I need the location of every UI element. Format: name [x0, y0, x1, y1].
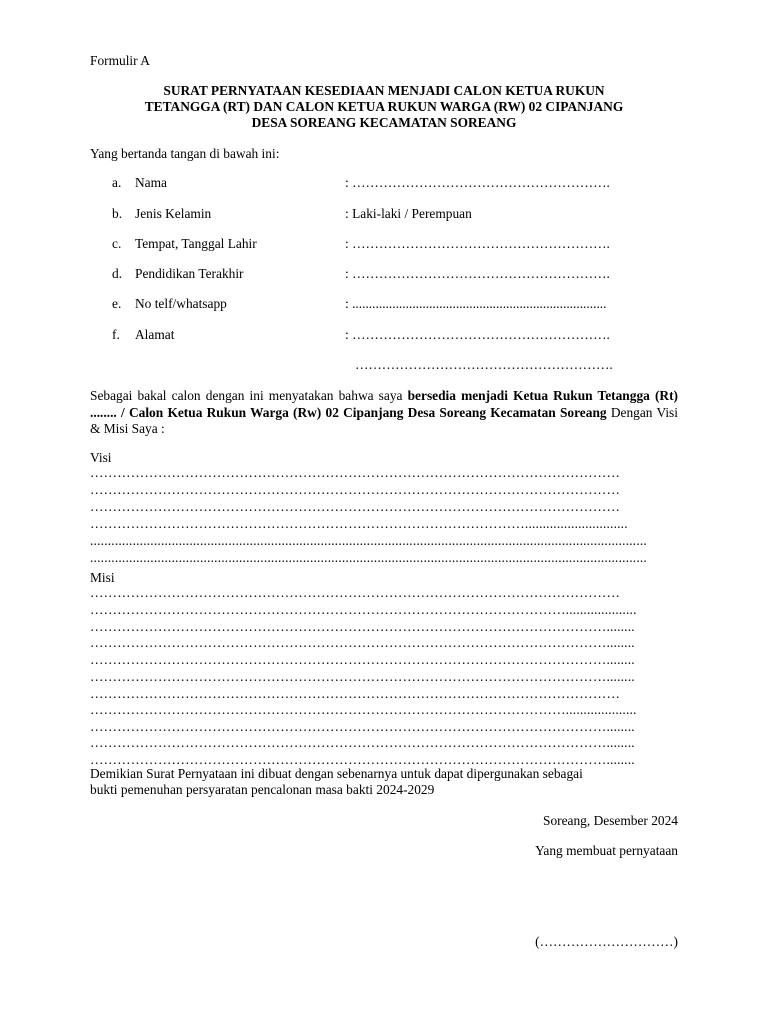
statement-text-end: Dengan Visi & Misi Saya :	[90, 404, 678, 436]
field-letter: d.	[112, 266, 123, 281]
place-date: Soreang, Desember 2024	[543, 813, 678, 828]
visi-line: …………………………………………………………………………………….............................	[90, 516, 628, 531]
field-tempat-tanggal-lahir	[90, 235, 678, 253]
misi-line: ……………………………………………………………………………………………………........	[90, 652, 635, 667]
field-label: Pendidikan Terakhir	[135, 266, 244, 281]
form-label: Formulir A	[90, 53, 150, 68]
field-pendidikan-terakhir	[90, 265, 678, 283]
misi-line: ……………………………………………………………………………………………………........	[90, 619, 635, 634]
visi-line: .............................................................................................................................................................	[90, 550, 647, 565]
intro-text: Yang bertanda tangan di bawah ini:	[90, 146, 280, 161]
field-jenis-kelamin	[90, 205, 678, 223]
visi-line: .............................................................................................................................................................	[90, 533, 647, 548]
misi-line: ………………………………………………………………………………………………………	[90, 585, 621, 600]
field-letter: e.	[112, 296, 122, 311]
field-letter: f.	[112, 327, 120, 342]
misi-line: ……………………………………………………………………………………………………........	[90, 719, 635, 734]
signature-caption: Yang membuat pernyataan	[535, 843, 678, 858]
misi-line: ……………………………………………………………………………………………………........	[90, 635, 635, 650]
field-value: : ………………………………………………….	[345, 175, 610, 190]
field-label: Nama	[135, 175, 167, 190]
closing-paragraph	[90, 766, 678, 798]
closing-line-1: Demikian Surat Pernyataan ini dibuat dengan sebenarnya untuk dapat dipergunakan sebagai	[90, 766, 583, 781]
visi-label: Visi	[90, 450, 112, 465]
field-label: Alamat	[135, 327, 175, 342]
misi-line: ……………………………………………………………………………………………………........	[90, 669, 635, 684]
misi-label: Misi	[90, 570, 115, 585]
field-label: Tempat, Tanggal Lahir	[135, 236, 257, 251]
field-value: : ............................................................................	[345, 296, 607, 311]
closing-line-2: bukti pemenuhan persyaratan pencalonan masa bakti 2024-2029	[90, 782, 435, 797]
statement-text: Sebagai bakal calon dengan ini menyatakan bahwa saya	[90, 388, 408, 403]
visi-line: ………………………………………………………………………………………………………	[90, 465, 621, 480]
field-value: : ………………………………………………….	[345, 266, 610, 281]
misi-line: ……………………………………………………………………………………………....................	[90, 602, 637, 617]
address-continuation: ………………………………………………….	[355, 357, 613, 372]
field-no-whatsapp	[90, 295, 678, 313]
misi-line: ……………………………………………………………………………………………………........	[90, 752, 635, 767]
field-letter: c.	[112, 236, 122, 251]
title-line-3: DESA SOREANG KECAMATAN SOREANG	[251, 115, 517, 130]
signature-name-blank: (…………………………)	[535, 934, 678, 949]
statement-paragraph	[90, 388, 678, 438]
misi-line: ……………………………………………………………………………………………………........	[90, 735, 635, 750]
statement-bold-text: bersedia menjadi Ketua Rukun Tetangga (Rt) ........ / Calon Ketua Rukun Warga (Rw) 02 Cipanjang Desa Soreang Kecamatan Soreang	[90, 388, 679, 420]
field-nama	[90, 174, 678, 192]
misi-line: ……………………………………………………………………………………………....................	[90, 702, 637, 717]
field-letter: a.	[112, 175, 122, 190]
field-value: : ………………………………………………….	[345, 236, 610, 251]
field-label: Jenis Kelamin	[135, 206, 212, 221]
field-value: : Laki-laki / Perempuan	[345, 206, 472, 221]
field-value: : ………………………………………………….	[345, 327, 610, 342]
document-title	[90, 83, 678, 131]
visi-line: ………………………………………………………………………………………………………	[90, 499, 621, 514]
field-label: No telf/whatsapp	[135, 296, 227, 311]
field-alamat	[90, 326, 678, 344]
field-alamat-continuation	[90, 356, 678, 374]
title-line-2: TETANGGA (RT) DAN CALON KETUA RUKUN WARGA (RW) 02 CIPANJANG	[144, 99, 624, 114]
title-line-1: SURAT PERNYATAAN KESEDIAAN MENJADI CALON KETUA RUKUN	[163, 83, 605, 98]
field-letter: b.	[112, 206, 123, 221]
misi-line: ………………………………………………………………………………………………………	[90, 686, 621, 701]
visi-line: ………………………………………………………………………………………………………	[90, 482, 621, 497]
